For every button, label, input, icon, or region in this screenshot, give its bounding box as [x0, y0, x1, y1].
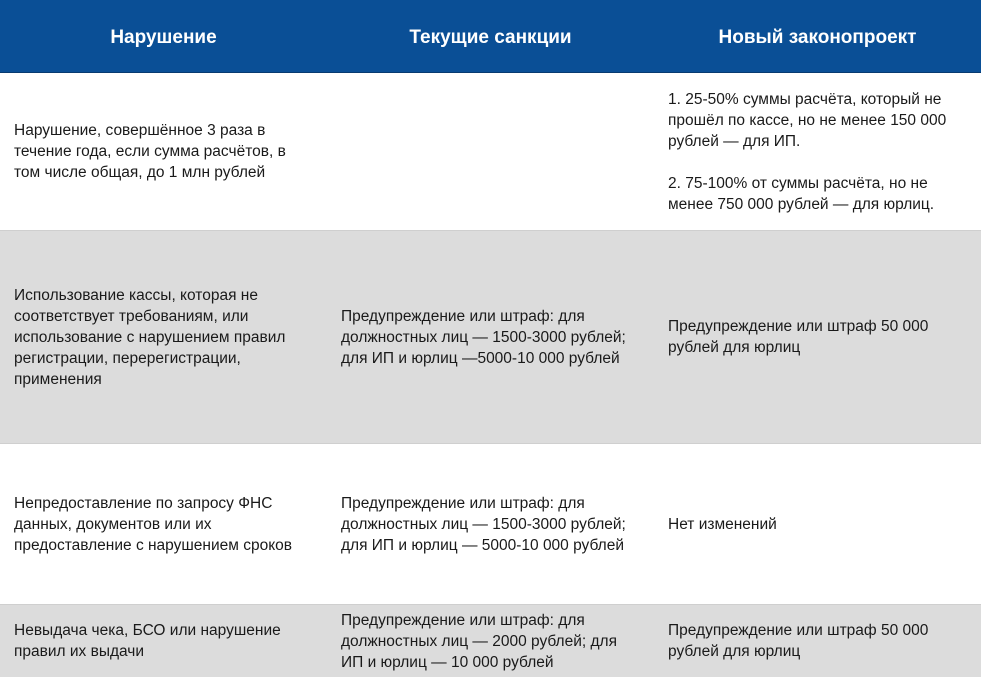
violation-cell	[14, 231, 324, 443]
header-violation: Нарушение	[110, 27, 217, 48]
violation-text: правил их выдачи	[14, 643, 145, 660]
current-sanctions-text: Предупреждение или штраф: для	[341, 611, 585, 629]
violation-text: соответствует требованиям, или	[14, 307, 249, 325]
current-sanctions-cell	[341, 444, 659, 604]
header-current-sanctions: Текущие санкции	[409, 27, 572, 48]
table-row	[0, 231, 981, 444]
new-bill-text: 1. 25-50% суммы расчёта, который не	[668, 90, 942, 108]
violation-text: том числе общая, до 1 млн рублей	[14, 164, 266, 181]
new-bill-text: рублей для юрлиц	[668, 339, 801, 356]
table-row	[0, 73, 981, 231]
table-row	[0, 605, 981, 677]
table-header	[0, 0, 981, 73]
current-sanctions-text: должностных лиц — 1500-3000 рублей;	[341, 515, 626, 533]
spacer	[668, 152, 946, 173]
table-row	[0, 444, 981, 605]
new-bill-text: Нет изменений	[668, 515, 777, 533]
violation-cell	[14, 73, 324, 230]
current-sanctions-cell	[341, 231, 659, 443]
violation-text: применения	[14, 370, 102, 388]
header-new-bill: Новый законопроект	[718, 27, 917, 48]
violation-text: Непредоставление по запросу ФНС	[14, 494, 273, 512]
new-bill-text: Предупреждение или штраф 50 000	[668, 318, 929, 335]
new-bill-cell	[668, 444, 977, 604]
violation-text: регистрации, перерегистрации,	[14, 349, 241, 367]
current-sanctions-text: для ИП и юрлиц —5000-10 000 рублей	[341, 349, 620, 367]
new-bill-text: прошёл по кассе, но не менее 150 000	[668, 111, 947, 129]
violation-text: Невыдача чека, БСО или нарушение	[14, 622, 281, 639]
current-sanctions-text: Предупреждение или штраф: для	[341, 307, 585, 325]
current-sanctions-text: должностных лиц — 1500-3000 рублей;	[341, 328, 626, 346]
current-sanctions-text: для ИП и юрлиц — 5000-10 000 рублей	[341, 536, 624, 554]
new-bill-cell	[668, 231, 977, 443]
current-sanctions-text: Предупреждение или штраф: для	[341, 494, 585, 512]
violation-cell	[14, 605, 324, 677]
violation-text: использование с нарушением правил	[14, 328, 286, 346]
violation-text: данных, документов или их	[14, 515, 212, 533]
violation-text: Использование кассы, которая не	[14, 286, 258, 304]
new-bill-cell	[668, 605, 977, 677]
new-bill-text: Предупреждение или штраф 50 000	[668, 622, 929, 639]
new-bill-text: рублей для юрлиц	[668, 643, 801, 660]
new-bill-text: менее 750 000 рублей — для юрлиц.	[668, 195, 935, 213]
violation-text: предоставление с нарушением сроков	[14, 536, 293, 554]
current-sanctions-text: должностных лиц — 2000 рублей; для	[341, 632, 617, 650]
new-bill-cell	[668, 73, 977, 230]
current-sanctions-text: ИП и юрлиц — 10 000 рублей	[341, 653, 554, 671]
violation-text: течение года, если сумма расчётов, в	[14, 143, 286, 160]
violation-text: Нарушение, совершённое 3 раза в	[14, 122, 266, 139]
violation-cell	[14, 444, 324, 604]
current-sanctions-cell	[341, 605, 659, 677]
new-bill-text: рублей — для ИП.	[668, 132, 801, 150]
new-bill-text: 2. 75-100% от суммы расчёта, но не	[668, 174, 928, 192]
current-sanctions-cell	[341, 73, 659, 230]
